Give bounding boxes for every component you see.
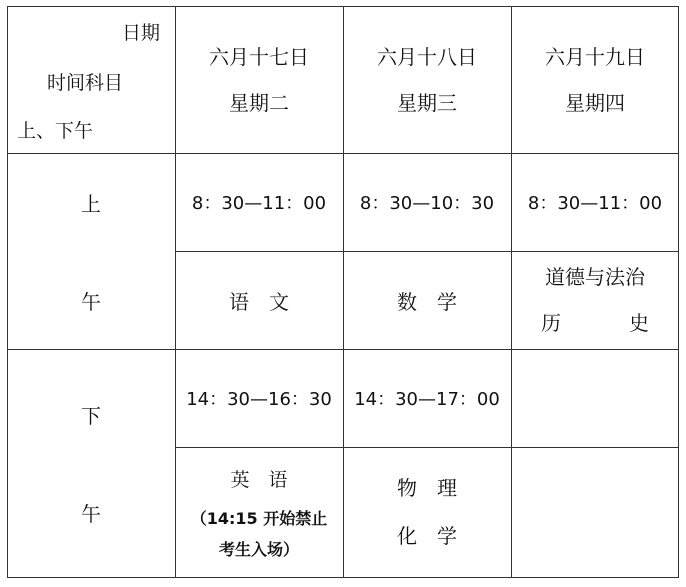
day-3-date: 六月十九日	[545, 44, 645, 69]
afternoon-subject-day-2	[343, 447, 511, 577]
day-1-weekday: 星期二	[229, 90, 289, 115]
afternoon-subject-day-1	[175, 447, 343, 577]
subject-morality-law: 道德与法治	[545, 265, 645, 289]
subject-history	[541, 300, 649, 346]
corner-subject-label: 时间科目	[47, 72, 124, 94]
afternoon-time-day-2: 14：30—17：00	[354, 389, 500, 410]
morning-time-day-2: 8：30—10：30	[359, 193, 495, 214]
entry-note-line-1: （14:15 开始禁止	[190, 508, 328, 528]
morning-subject-day-2: 数 学	[397, 289, 457, 314]
day-header-2	[343, 6, 511, 153]
exam-schedule-table	[7, 6, 679, 578]
subject-english: 英 语	[230, 468, 288, 491]
subject-chemistry: 化 学	[397, 524, 457, 548]
corner-period-label: 上、下午	[17, 120, 94, 142]
corner-date-label: 日期	[122, 22, 161, 44]
day-1-date: 六月十七日	[209, 44, 309, 69]
morning-label-top: 上	[81, 191, 101, 216]
day-3-weekday: 星期四	[565, 90, 625, 115]
morning-subject-day-1: 语 文	[229, 289, 289, 314]
entry-note-line-2: 考生入场）	[218, 539, 299, 559]
day-header-1	[175, 6, 343, 153]
subject-history-left: 历	[541, 311, 561, 335]
afternoon-time-day-1: 14：30—16：30	[186, 389, 332, 410]
morning-time-day-3: 8：30—11：00	[527, 193, 663, 214]
day-2-date: 六月十八日	[377, 44, 477, 69]
morning-time-day-1: 8：30—11：00	[191, 193, 327, 214]
day-2-weekday: 星期三	[397, 90, 457, 115]
day-header-3	[511, 6, 679, 153]
subject-physics: 物 理	[397, 476, 457, 500]
corner-header-cell	[7, 6, 175, 153]
afternoon-label-bottom: 午	[81, 501, 101, 526]
morning-subject-day-3	[511, 251, 679, 349]
morning-label-bottom: 午	[81, 289, 101, 314]
afternoon-label-top: 下	[81, 403, 101, 428]
afternoon-subject-day-3	[511, 447, 679, 577]
afternoon-time-day-3	[511, 349, 679, 447]
subject-history-right: 史	[629, 311, 649, 335]
